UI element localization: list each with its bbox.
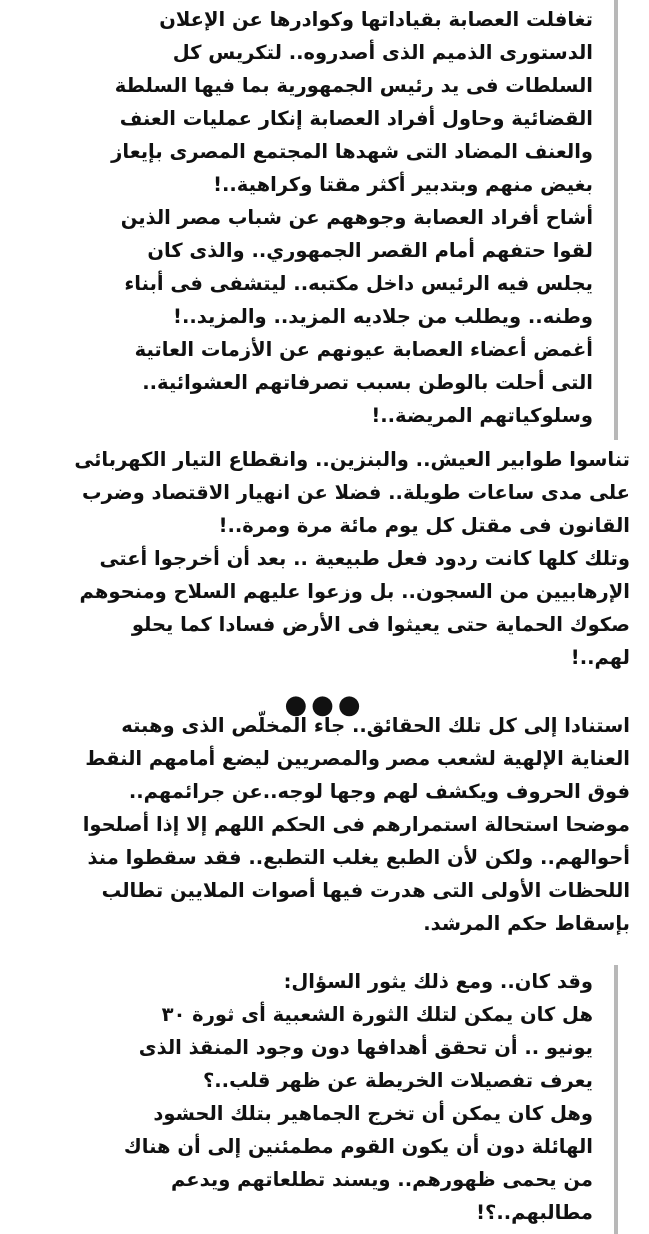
article-line: السلطات فى يد رئيس الجمهورية بما فيها السلطة [114, 74, 593, 97]
article-line: صكوك الحماية حتى يعيثوا فى الأرض فسادا كما يحلو [131, 613, 630, 636]
article-line: القضائية وحاول أفراد العصابة إنكار عمليات العنف [119, 107, 593, 130]
article-line: على مدى ساعات طويلة.. فضلا عن انهيار الاقتصاد وضرب [82, 481, 630, 504]
article-block-bottom [18, 965, 593, 1229]
article-line: وهل كان يمكن أن تخرج الجماهير بتلك الحشود [153, 1102, 593, 1125]
article-line: وسلوكياتهم المريضة..! [371, 404, 593, 427]
article-line: التى أحلت بالوطن بسبب تصرفاتهم العشوائية.. [142, 371, 593, 394]
article-line: بإسقاط حكم المرشد. [423, 912, 630, 935]
article-line: لهم..! [570, 646, 630, 669]
article-line: اللحظات الأولى التى هدرت فيها أصوات الملايين تطالب [101, 879, 630, 902]
article-line: والعنف المضاد التى شهدها المجتمع المصرى بإيعاز [111, 140, 593, 163]
article-line: الدستورى الذميم الذى أصدروه.. لتكريس كل [172, 41, 593, 64]
article-block-middle [18, 443, 630, 674]
article-line: وتلك كلها كانت ردود فعل طبيعية .. بعد أن أخرجوا أعتى [99, 547, 630, 570]
article-line: لقوا حتفهم أمام القصر الجمهوري.. والذى كان [147, 239, 593, 262]
article-block-after-separator [18, 709, 630, 940]
article-line: موضحا استحالة استمرارهم فى الحكم اللهم إلا إذا أصلحوا [82, 813, 630, 836]
article-line: استنادا إلى كل تلك الحقائق.. جاء المخلّص الذى وهبته [121, 714, 630, 737]
article-line: أغمض أعضاء العصابة عيونهم عن الأزمات العاتية [134, 338, 593, 361]
article-block-top [18, 3, 593, 432]
article-line: فوق الحروف ويكشف لهم وجها لوجه..عن جرائمهم.. [128, 780, 630, 803]
vertical-rule-bottom [614, 965, 618, 1234]
article-line: أشاح أفراد العصابة وجوههم عن شباب مصر الذين [120, 206, 593, 229]
article-line: يجلس فيه الرئيس داخل مكتبه.. ليتشفى فى أبناء [124, 272, 593, 295]
article-line: بغيض منهم وبتدبير أكثر مقتا وكراهية..! [213, 173, 593, 196]
article-line: الإرهابيين من السجون.. بل وزعوا عليهم السلاح ومنحوهم [79, 580, 630, 603]
article-line: أحوالهم.. ولكن لأن الطبع يغلب التطبع.. فقد سقطوا منذ [87, 846, 630, 869]
vertical-rule-top [614, 0, 618, 440]
article-line: مطالبهم..؟! [476, 1201, 593, 1224]
article-line: العناية الإلهية لشعب مصر والمصريين ليضع أمامهم النقط [85, 747, 630, 770]
article-line: الهائلة دون أن يكون القوم مطمئنين إلى أن هناك [123, 1135, 593, 1158]
section-separator: ●●● [284, 690, 365, 720]
article-line: وقد كان.. ومع ذلك يثور السؤال: [283, 970, 593, 993]
article-line: من يحمى ظهورهم.. ويسند تطلعاتهم ويدعم [171, 1168, 593, 1191]
article-line: تغافلت العصابة بقياداتها وكوادرها عن الإعلان [159, 8, 593, 31]
article-line: هل كان يمكن لتلك الثورة الشعبية أى ثورة ٣٠ [161, 1003, 593, 1026]
article-line: تناسوا طوابير العيش.. والبنزين.. وانقطاع التيار الكهربائى [74, 448, 630, 471]
article-line: القانون فى مقتل كل يوم مائة مرة ومرة..! [218, 514, 630, 537]
article-line: وطنه.. ويطلب من جلاديه المزيد.. والمزيد..! [173, 305, 593, 328]
article-line: يعرف تفصيلات الخريطة عن ظهر قلب..؟ [202, 1069, 593, 1092]
article-line: يونيو .. أن تحقق أهدافها دون وجود المنقذ الذى [138, 1036, 593, 1059]
